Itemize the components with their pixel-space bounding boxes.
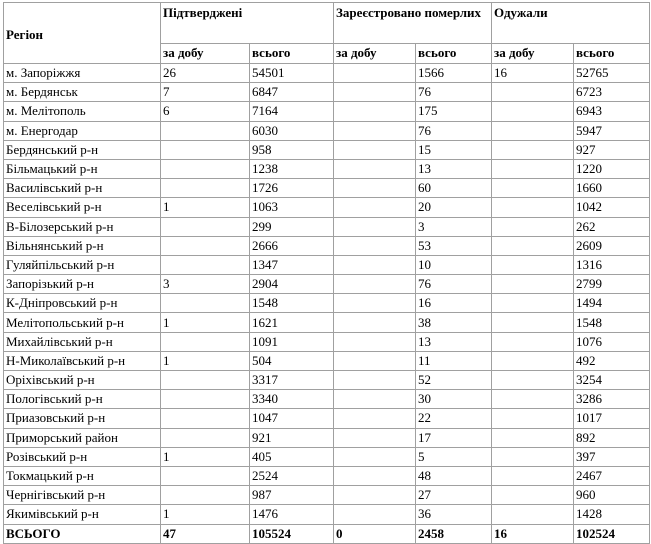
recovered-total-cell: 1220 (574, 160, 650, 179)
recovered-total-cell: 2799 (574, 275, 650, 294)
deaths-day-cell (334, 218, 416, 237)
deaths-total-cell: 16 (416, 294, 492, 313)
deaths-day-cell (334, 160, 416, 179)
recovered-day-cell (492, 371, 574, 390)
recovered-total-cell: 3254 (574, 371, 650, 390)
deaths-day-cell (334, 102, 416, 121)
recovered-total-cell: 5947 (574, 122, 650, 141)
recovered-day-cell: 16 (492, 64, 574, 83)
deaths-total-cell: 13 (416, 333, 492, 352)
deaths-day-cell (334, 275, 416, 294)
recovered-day-cell (492, 313, 574, 332)
table-row (4, 371, 650, 390)
confirmed-total-cell: 3317 (250, 371, 334, 390)
deaths-total-cell: 3 (416, 218, 492, 237)
confirmed-day-cell (161, 486, 250, 505)
region-cell: Більмацький р-н (4, 160, 161, 179)
confirmed-day-cell (161, 122, 250, 141)
deaths-day-cell (334, 467, 416, 486)
deaths-day-cell (334, 83, 416, 102)
region-cell: К-Дніпровський р-н (4, 294, 161, 313)
table-row (4, 275, 650, 294)
region-cell: м. Бердянськ (4, 83, 161, 102)
region-cell: Розівський р-н (4, 448, 161, 467)
recovered-day-cell (492, 429, 574, 448)
region-cell: Приморський район (4, 429, 161, 448)
recovered-total-cell: 1660 (574, 179, 650, 198)
recovered-total-header: всього (574, 44, 650, 64)
deaths-total-cell: 11 (416, 352, 492, 371)
deaths-total-cell: 48 (416, 467, 492, 486)
table-row (4, 409, 650, 428)
table-row (4, 448, 650, 467)
table-row (4, 486, 650, 505)
confirmed-day-cell: 1 (161, 448, 250, 467)
confirmed-day-cell (161, 390, 250, 409)
recovered-day-cell (492, 141, 574, 160)
region-cell: Пологівський р-н (4, 390, 161, 409)
deaths-total-cell: 22 (416, 409, 492, 428)
confirmed-total-cell: 1548 (250, 294, 334, 313)
confirmed-day-cell (161, 218, 250, 237)
region-cell: В-Білозерський р-н (4, 218, 161, 237)
confirmed-day-cell (161, 256, 250, 275)
confirmed-header: Підтверджені (161, 3, 334, 44)
table-row (4, 141, 650, 160)
deaths-total-cell: 13 (416, 160, 492, 179)
totals-confirmed-day: 47 (161, 525, 250, 544)
confirmed-total-cell: 299 (250, 218, 334, 237)
table-row (4, 294, 650, 313)
recovered-day-cell (492, 409, 574, 428)
confirmed-total-cell: 1621 (250, 313, 334, 332)
region-cell: Михайлівський р-н (4, 333, 161, 352)
deaths-total-cell: 76 (416, 83, 492, 102)
deaths-day-cell (334, 505, 416, 524)
deaths-total-cell: 53 (416, 237, 492, 256)
deaths-day-cell (334, 448, 416, 467)
deaths-day-cell (334, 198, 416, 217)
region-cell: Мелітопольський р-н (4, 313, 161, 332)
deaths-day-cell (334, 237, 416, 256)
confirmed-day-cell: 7 (161, 83, 250, 102)
recovered-total-cell: 6943 (574, 102, 650, 121)
recovered-total-cell: 6723 (574, 83, 650, 102)
recovered-total-cell: 892 (574, 429, 650, 448)
confirmed-day-cell (161, 429, 250, 448)
header-row (4, 3, 650, 44)
region-cell: Веселівський р-н (4, 198, 161, 217)
deaths-total-cell: 38 (416, 313, 492, 332)
deaths-total-cell: 30 (416, 390, 492, 409)
deaths-total-cell: 76 (416, 122, 492, 141)
table-row (4, 160, 650, 179)
confirmed-total-cell: 1476 (250, 505, 334, 524)
confirmed-total-cell: 1347 (250, 256, 334, 275)
recovered-day-cell (492, 275, 574, 294)
totals-label: ВСЬОГО (4, 525, 161, 544)
recovered-day-cell (492, 448, 574, 467)
confirmed-total-cell: 1047 (250, 409, 334, 428)
region-cell: Приазовський р-н (4, 409, 161, 428)
confirmed-day-cell: 6 (161, 102, 250, 121)
confirmed-total-cell: 6847 (250, 83, 334, 102)
recovered-total-cell: 2609 (574, 237, 650, 256)
deaths-total-cell: 17 (416, 429, 492, 448)
confirmed-total-cell: 3340 (250, 390, 334, 409)
deaths-day-cell (334, 122, 416, 141)
region-cell: м. Енергодар (4, 122, 161, 141)
recovered-total-cell: 397 (574, 448, 650, 467)
recovered-total-cell: 2467 (574, 467, 650, 486)
recovered-day-cell (492, 198, 574, 217)
deaths-day-cell (334, 179, 416, 198)
recovered-total-cell: 1548 (574, 313, 650, 332)
recovered-header: Одужали (492, 3, 650, 44)
totals-recovered-total: 102524 (574, 525, 650, 544)
confirmed-total-header: всього (250, 44, 334, 64)
recovered-day-cell (492, 160, 574, 179)
region-cell: Бердянський р-н (4, 141, 161, 160)
deaths-total-cell: 1566 (416, 64, 492, 83)
recovered-day-cell (492, 122, 574, 141)
recovered-total-cell: 262 (574, 218, 650, 237)
deaths-total-cell: 20 (416, 198, 492, 217)
region-cell: м. Мелітополь (4, 102, 161, 121)
totals-row (4, 525, 650, 544)
confirmed-day-cell: 3 (161, 275, 250, 294)
confirmed-total-cell: 405 (250, 448, 334, 467)
recovered-total-cell: 1316 (574, 256, 650, 275)
deaths-total-cell: 5 (416, 448, 492, 467)
recovered-day-cell (492, 179, 574, 198)
recovered-day-cell (492, 352, 574, 371)
deaths-total-cell: 36 (416, 505, 492, 524)
region-cell: Вільнянський р-н (4, 237, 161, 256)
region-cell: Токмацький р-н (4, 467, 161, 486)
deaths-total-cell: 52 (416, 371, 492, 390)
recovered-total-cell: 492 (574, 352, 650, 371)
recovered-total-cell: 1428 (574, 505, 650, 524)
region-cell: Якимівський р-н (4, 505, 161, 524)
table-row (4, 179, 650, 198)
recovered-day-cell (492, 256, 574, 275)
confirmed-total-cell: 2904 (250, 275, 334, 294)
confirmed-day-cell: 1 (161, 505, 250, 524)
confirmed-total-cell: 2524 (250, 467, 334, 486)
table-row (4, 83, 650, 102)
totals-deaths-day: 0 (334, 525, 416, 544)
region-cell: Оріхівський р-н (4, 371, 161, 390)
recovered-day-cell (492, 102, 574, 121)
totals-recovered-day: 16 (492, 525, 574, 544)
recovered-total-cell: 1017 (574, 409, 650, 428)
recovered-day-cell (492, 505, 574, 524)
recovered-total-cell: 927 (574, 141, 650, 160)
table-row (4, 313, 650, 332)
deaths-day-cell (334, 64, 416, 83)
region-cell: Гуляйпільський р-н (4, 256, 161, 275)
totals-confirmed-total: 105524 (250, 525, 334, 544)
deaths-header: Зареєстровано померлих (334, 3, 492, 44)
deaths-total-cell: 60 (416, 179, 492, 198)
recovered-total-cell: 52765 (574, 64, 650, 83)
confirmed-total-cell: 54501 (250, 64, 334, 83)
recovered-total-cell: 1494 (574, 294, 650, 313)
confirmed-total-cell: 1063 (250, 198, 334, 217)
confirmed-day-cell: 1 (161, 352, 250, 371)
deaths-total-cell: 27 (416, 486, 492, 505)
recovered-total-cell: 3286 (574, 390, 650, 409)
confirmed-total-cell: 987 (250, 486, 334, 505)
deaths-total-header: всього (416, 44, 492, 64)
recovered-total-cell: 1076 (574, 333, 650, 352)
confirmed-total-cell: 2666 (250, 237, 334, 256)
deaths-total-cell: 15 (416, 141, 492, 160)
confirmed-day-cell: 1 (161, 313, 250, 332)
table-body (4, 64, 650, 525)
recovered-day-cell (492, 467, 574, 486)
table-row (4, 467, 650, 486)
confirmed-day-cell (161, 179, 250, 198)
table-row (4, 505, 650, 524)
deaths-total-cell: 10 (416, 256, 492, 275)
deaths-day-cell (334, 313, 416, 332)
confirmed-total-cell: 958 (250, 141, 334, 160)
deaths-day-cell (334, 429, 416, 448)
confirmed-total-cell: 1091 (250, 333, 334, 352)
deaths-day-cell (334, 371, 416, 390)
confirmed-per-day-header: за добу (161, 44, 250, 64)
confirmed-total-cell: 1238 (250, 160, 334, 179)
confirmed-day-cell (161, 160, 250, 179)
deaths-day-cell (334, 409, 416, 428)
deaths-day-cell (334, 352, 416, 371)
deaths-day-cell (334, 390, 416, 409)
table-row (4, 122, 650, 141)
covid-stats-table (3, 2, 650, 544)
table-row (4, 352, 650, 371)
confirmed-total-cell: 6030 (250, 122, 334, 141)
confirmed-day-cell (161, 237, 250, 256)
deaths-total-cell: 76 (416, 275, 492, 294)
recovered-total-cell: 1042 (574, 198, 650, 217)
recovered-day-cell (492, 237, 574, 256)
region-cell: Запорізький р-н (4, 275, 161, 294)
region-cell: Василівський р-н (4, 179, 161, 198)
region-cell: Н-Миколаївський р-н (4, 352, 161, 371)
table-row (4, 64, 650, 83)
deaths-day-cell (334, 256, 416, 275)
confirmed-day-cell (161, 333, 250, 352)
recovered-day-cell (492, 333, 574, 352)
confirmed-day-cell: 26 (161, 64, 250, 83)
region-cell: Чернігівський р-н (4, 486, 161, 505)
confirmed-day-cell (161, 294, 250, 313)
recovered-day-cell (492, 83, 574, 102)
table-row (4, 198, 650, 217)
deaths-day-cell (334, 294, 416, 313)
table-row (4, 218, 650, 237)
confirmed-day-cell (161, 467, 250, 486)
deaths-day-cell (334, 141, 416, 160)
table-row (4, 256, 650, 275)
confirmed-total-cell: 7164 (250, 102, 334, 121)
region-header: Регіон (4, 3, 161, 64)
table-row (4, 333, 650, 352)
deaths-total-cell: 175 (416, 102, 492, 121)
deaths-day-cell (334, 486, 416, 505)
table-row (4, 237, 650, 256)
table-row (4, 390, 650, 409)
recovered-day-cell (492, 486, 574, 505)
confirmed-total-cell: 921 (250, 429, 334, 448)
recovered-per-day-header: за добу (492, 44, 574, 64)
recovered-day-cell (492, 390, 574, 409)
confirmed-day-cell (161, 409, 250, 428)
table-row (4, 429, 650, 448)
confirmed-day-cell: 1 (161, 198, 250, 217)
confirmed-day-cell (161, 141, 250, 160)
totals-deaths-total: 2458 (416, 525, 492, 544)
recovered-day-cell (492, 294, 574, 313)
confirmed-total-cell: 504 (250, 352, 334, 371)
recovered-day-cell (492, 218, 574, 237)
deaths-per-day-header: за добу (334, 44, 416, 64)
region-cell: м. Запоріжжя (4, 64, 161, 83)
deaths-day-cell (334, 333, 416, 352)
table-row (4, 102, 650, 121)
confirmed-day-cell (161, 371, 250, 390)
recovered-total-cell: 960 (574, 486, 650, 505)
confirmed-total-cell: 1726 (250, 179, 334, 198)
